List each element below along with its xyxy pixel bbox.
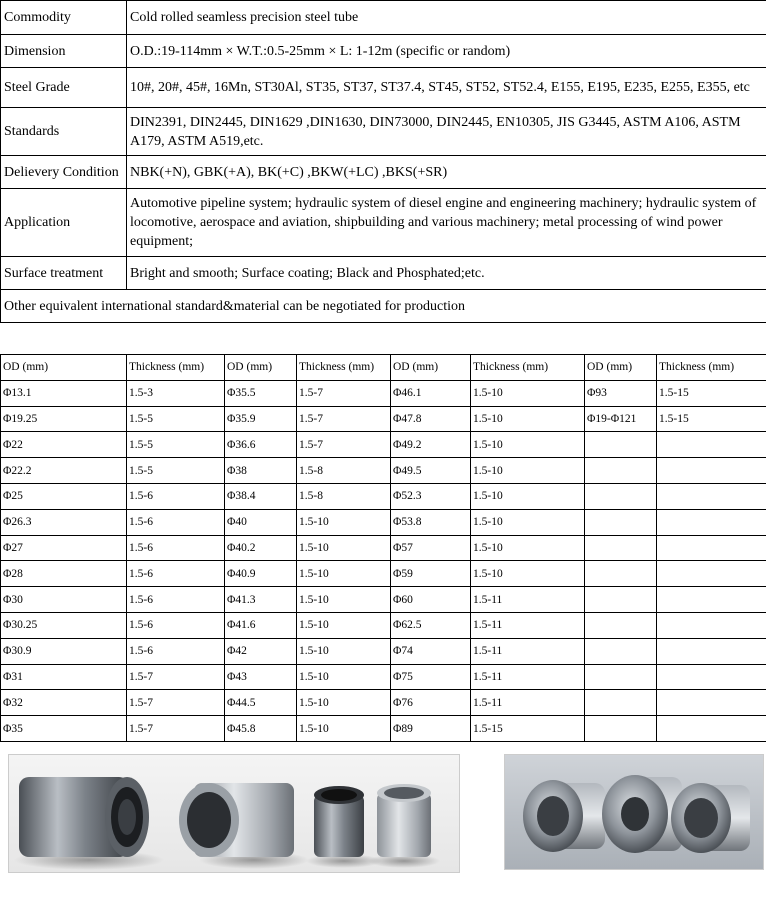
- thickness-cell: [657, 483, 766, 509]
- od-cell: Φ35: [1, 716, 127, 742]
- thickness-cell: [657, 432, 766, 458]
- thickness-cell: [657, 612, 766, 638]
- table-row: [1, 432, 766, 458]
- thickness-cell: 1.5-8: [297, 483, 391, 509]
- spec-label: Delievery Condition: [1, 156, 127, 189]
- od-cell: [585, 458, 657, 484]
- thickness-cell: 1.5-5: [127, 458, 225, 484]
- thickness-cell: [657, 690, 766, 716]
- thickness-cell: 1.5-11: [471, 664, 585, 690]
- spec-label: Surface treatment: [1, 257, 127, 290]
- table-row: [1, 612, 766, 638]
- od-cell: Φ27: [1, 535, 127, 561]
- od-cell: Φ13.1: [1, 380, 127, 406]
- thickness-cell: [657, 587, 766, 613]
- spec-row-standards: [1, 108, 766, 156]
- thickness-cell: 1.5-10: [297, 587, 391, 613]
- od-column-header: OD (mm): [1, 355, 127, 381]
- od-cell: Φ31: [1, 664, 127, 690]
- thickness-cell: [657, 509, 766, 535]
- od-cell: Φ28: [1, 561, 127, 587]
- od-cell: [585, 432, 657, 458]
- od-table-body: [1, 380, 766, 741]
- thickness-cell: 1.5-6: [127, 612, 225, 638]
- od-cell: Φ74: [391, 638, 471, 664]
- od-cell: Φ75: [391, 664, 471, 690]
- spec-row-surface-treatment: [1, 257, 766, 290]
- thickness-cell: 1.5-8: [297, 458, 391, 484]
- spec-label: Commodity: [1, 1, 127, 35]
- thickness-cell: 1.5-10: [471, 406, 585, 432]
- spec-row-commodity: [1, 1, 766, 35]
- od-cell: Φ57: [391, 535, 471, 561]
- steel-tube-bushings-illustration: [505, 755, 763, 869]
- od-cell: Φ40: [225, 509, 297, 535]
- table-row: [1, 587, 766, 613]
- thickness-cell: 1.5-7: [297, 432, 391, 458]
- thickness-cell: 1.5-10: [471, 561, 585, 587]
- steel-tube-samples-photo: [8, 754, 460, 873]
- od-cell: Φ22.2: [1, 458, 127, 484]
- od-cell: Φ59: [391, 561, 471, 587]
- od-cell: [585, 509, 657, 535]
- spec-row-dimension: [1, 35, 766, 68]
- od-cell: Φ25: [1, 483, 127, 509]
- spec-value: 10#, 20#, 45#, 16Mn, ST30Al, ST35, ST37, ST37.4, ST45, ST52, ST52.4, E155, E195, E235, E255, E355, etc: [127, 68, 766, 108]
- thickness-cell: 1.5-7: [297, 406, 391, 432]
- thickness-cell: 1.5-15: [657, 380, 766, 406]
- od-cell: Φ60: [391, 587, 471, 613]
- thickness-cell: 1.5-10: [471, 458, 585, 484]
- table-row: [1, 535, 766, 561]
- spec-note: Other equivalent international standard&material can be negotiated for production: [1, 290, 766, 323]
- thickness-cell: 1.5-6: [127, 561, 225, 587]
- thickness-cell: 1.5-10: [297, 535, 391, 561]
- thickness-cell: 1.5-7: [127, 716, 225, 742]
- table-row: [1, 380, 766, 406]
- thickness-cell: 1.5-7: [297, 380, 391, 406]
- thickness-cell: 1.5-15: [471, 716, 585, 742]
- od-cell: Φ38: [225, 458, 297, 484]
- od-cell: Φ30: [1, 587, 127, 613]
- od-cell: Φ49.5: [391, 458, 471, 484]
- spec-row-steel-grade: [1, 68, 766, 108]
- od-cell: Φ38.4: [225, 483, 297, 509]
- thickness-cell: [657, 458, 766, 484]
- thickness-cell: 1.5-10: [297, 664, 391, 690]
- od-column-header: OD (mm): [391, 355, 471, 381]
- od-thickness-table: [0, 354, 766, 742]
- thickness-cell: 1.5-6: [127, 509, 225, 535]
- thickness-cell: 1.5-10: [471, 432, 585, 458]
- od-cell: [585, 690, 657, 716]
- thickness-cell: [657, 535, 766, 561]
- thickness-column-header: Thickness (mm): [471, 355, 585, 381]
- od-cell: Φ35.9: [225, 406, 297, 432]
- spec-label: Standards: [1, 108, 127, 156]
- spec-label: Application: [1, 189, 127, 257]
- od-cell: Φ49.2: [391, 432, 471, 458]
- thickness-cell: 1.5-10: [297, 509, 391, 535]
- od-cell: Φ52.3: [391, 483, 471, 509]
- od-cell: Φ45.8: [225, 716, 297, 742]
- od-cell: [585, 664, 657, 690]
- steel-tube-samples-illustration: [9, 755, 459, 872]
- od-cell: [585, 561, 657, 587]
- od-cell: Φ26.3: [1, 509, 127, 535]
- thickness-cell: 1.5-10: [471, 535, 585, 561]
- od-cell: Φ30.9: [1, 638, 127, 664]
- thickness-cell: 1.5-6: [127, 535, 225, 561]
- spec-value: NBK(+N), GBK(+A), BK(+C) ,BKW(+LC) ,BKS(+SR): [127, 156, 766, 189]
- table-row: [1, 690, 766, 716]
- thickness-cell: 1.5-6: [127, 587, 225, 613]
- spec-value: O.D.:19-114mm × W.T.:0.5-25mm × L: 1-12m (specific or random): [127, 35, 766, 68]
- od-cell: Φ19-Φ121: [585, 406, 657, 432]
- od-cell: [585, 716, 657, 742]
- od-cell: Φ43: [225, 664, 297, 690]
- thickness-cell: 1.5-11: [471, 638, 585, 664]
- thickness-cell: 1.5-10: [297, 561, 391, 587]
- spec-label: Steel Grade: [1, 68, 127, 108]
- spec-value: Bright and smooth; Surface coating; Black and Phosphated;etc.: [127, 257, 766, 290]
- thickness-cell: 1.5-10: [297, 638, 391, 664]
- od-cell: Φ35.5: [225, 380, 297, 406]
- thickness-cell: [657, 716, 766, 742]
- od-cell: Φ40.2: [225, 535, 297, 561]
- od-cell: [585, 638, 657, 664]
- od-table-header-row: [1, 355, 766, 381]
- thickness-cell: 1.5-6: [127, 638, 225, 664]
- thickness-cell: 1.5-10: [297, 690, 391, 716]
- od-cell: Φ89: [391, 716, 471, 742]
- spec-value: Automotive pipeline system; hydraulic system of diesel engine and engineering machinery; hydraulic system of locomotive, aerospace and aviation, shipbuilding and various machinery; metal processing of wind power equipment;: [127, 189, 766, 257]
- od-cell: [585, 612, 657, 638]
- spec-row-delivery-condition: [1, 156, 766, 189]
- table-row: [1, 561, 766, 587]
- od-cell: Φ32: [1, 690, 127, 716]
- spec-row-application: [1, 189, 766, 257]
- od-cell: Φ19.25: [1, 406, 127, 432]
- od-cell: Φ93: [585, 380, 657, 406]
- thickness-cell: [657, 664, 766, 690]
- thickness-cell: 1.5-11: [471, 587, 585, 613]
- thickness-cell: 1.5-10: [297, 716, 391, 742]
- od-cell: Φ30.25: [1, 612, 127, 638]
- table-row: [1, 638, 766, 664]
- thickness-cell: 1.5-11: [471, 690, 585, 716]
- od-cell: Φ47.8: [391, 406, 471, 432]
- thickness-cell: 1.5-5: [127, 432, 225, 458]
- table-row: [1, 664, 766, 690]
- od-column-header: OD (mm): [585, 355, 657, 381]
- od-cell: Φ53.8: [391, 509, 471, 535]
- thickness-cell: 1.5-3: [127, 380, 225, 406]
- thickness-cell: 1.5-7: [127, 690, 225, 716]
- thickness-cell: 1.5-11: [471, 612, 585, 638]
- od-cell: Φ46.1: [391, 380, 471, 406]
- od-cell: Φ42: [225, 638, 297, 664]
- table-row: [1, 458, 766, 484]
- od-cell: Φ36.6: [225, 432, 297, 458]
- od-cell: Φ76: [391, 690, 471, 716]
- spec-table: [0, 0, 766, 323]
- od-cell: Φ41.3: [225, 587, 297, 613]
- thickness-cell: 1.5-15: [657, 406, 766, 432]
- table-row: [1, 483, 766, 509]
- spec-row-note: [1, 290, 766, 323]
- thickness-cell: 1.5-10: [471, 380, 585, 406]
- od-column-header: OD (mm): [225, 355, 297, 381]
- od-cell: [585, 587, 657, 613]
- od-cell: Φ40.9: [225, 561, 297, 587]
- table-row: [1, 509, 766, 535]
- thickness-cell: [657, 638, 766, 664]
- thickness-cell: 1.5-10: [471, 483, 585, 509]
- od-cell: Φ22: [1, 432, 127, 458]
- thickness-cell: 1.5-7: [127, 664, 225, 690]
- table-row: [1, 716, 766, 742]
- thickness-cell: 1.5-10: [471, 509, 585, 535]
- thickness-column-header: Thickness (mm): [297, 355, 391, 381]
- table-row: [1, 406, 766, 432]
- od-cell: [585, 535, 657, 561]
- thickness-column-header: Thickness (mm): [657, 355, 766, 381]
- steel-tube-bushings-photo: [504, 754, 764, 870]
- thickness-cell: 1.5-10: [297, 612, 391, 638]
- od-cell: Φ44.5: [225, 690, 297, 716]
- od-cell: Φ41.6: [225, 612, 297, 638]
- spec-value: Cold rolled seamless precision steel tube: [127, 1, 766, 35]
- spec-label: Dimension: [1, 35, 127, 68]
- thickness-cell: 1.5-6: [127, 483, 225, 509]
- thickness-cell: 1.5-5: [127, 406, 225, 432]
- thickness-column-header: Thickness (mm): [127, 355, 225, 381]
- thickness-cell: [657, 561, 766, 587]
- spec-value: DIN2391, DIN2445, DIN1629 ,DIN1630, DIN73000, DIN2445, EN10305, JIS G3445, ASTM A106, ASTM A179, ASTM A519,etc.: [127, 108, 766, 156]
- od-cell: Φ62.5: [391, 612, 471, 638]
- od-cell: [585, 483, 657, 509]
